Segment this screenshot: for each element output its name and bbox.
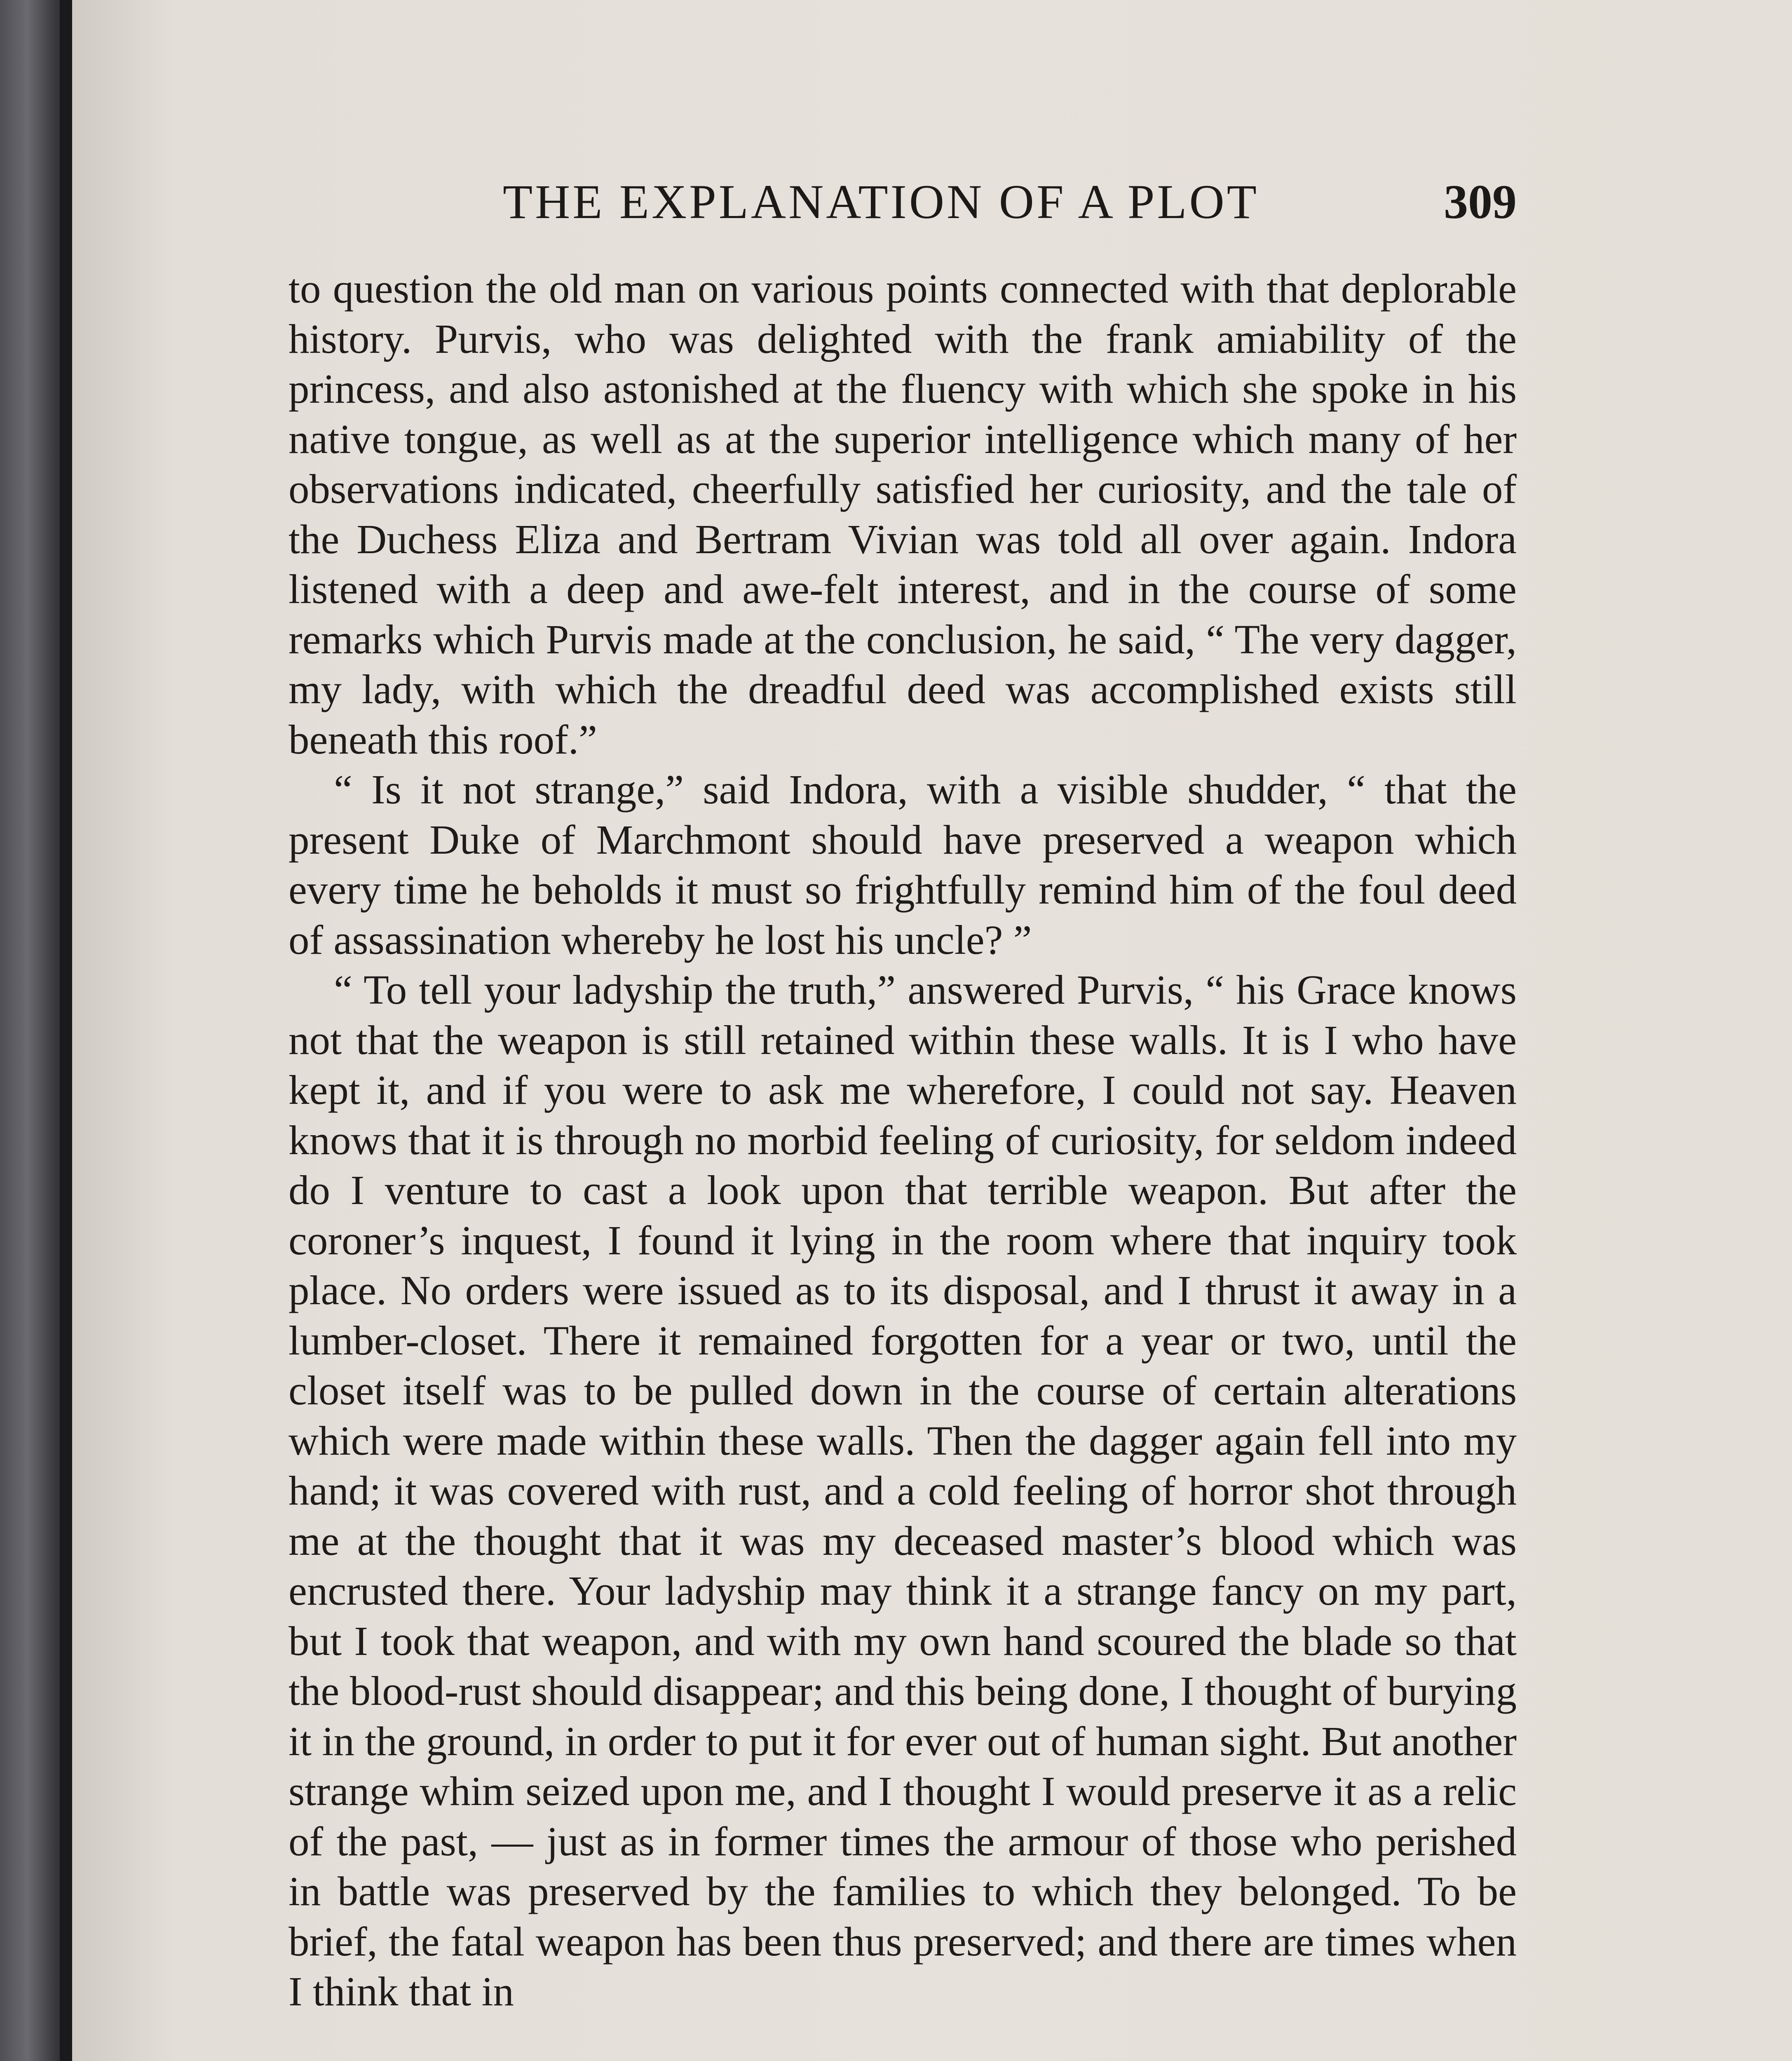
spine-edge xyxy=(60,0,72,2061)
book-spine xyxy=(0,0,68,2061)
paragraph-3: “ To tell your ladyship the truth,” answered Purvis, “ his Grace knows not that the weapon is still retained within these walls. It is I who have kept it, and if you were to ask me wherefore, I could not say. Heaven knows that it is through no morbid feeling of curiosity, for seldom indeed do I venture to cast a look upon that terrible weapon. But after the coroner’s inquest, I found it lying in the room where that inquiry took place. No orders were issued as to its disposal, and I thrust it away in a lumber-closet. There it remained forgotten for a year or two, until the closet itself was to be pulled down in the course of certain alterations which were made within these walls. Then the dagger again fell into my hand; it was covered with rust, and a cold feeling of horror shot through me at the thought that it was my deceased master’s blood which was encrusted there. Your ladyship may think it a strange fancy on my part, but I took that weapon, and with my own hand scoured the blade so that the blood-rust should disappear; and this being done, I thought of burying it in the ground, in order to put it for ever out of human sight. But another strange whim seized upon me, and I thought I would preserve it as a relic of the past, — just as in former times the armour of those who perished in battle was preserved by the families to which they belonged. To be brief, the fatal weapon has been thus preserved; and there are times when I think that in xyxy=(289,967,1517,2014)
page-number: 309 xyxy=(1444,175,1517,229)
running-header xyxy=(503,169,1517,235)
paragraph-1: to question the old man on various points connected with that deplorable history. Purvis, who was delighted with the frank amiability of the princess, and also astonished at the fluency with which she spoke in his native tongue, as well as at the superior intelligence which many of her observations indicated, cheerfully satisfied her curiosity, and the tale of the Duchess Eliza and Bertram Vivian was told all over again. Indora listened with a deep and awe-felt interest, and in the course of some remarks which Purvis made at the conclusion, he said, “ The very dagger, my lady, with which the dreadful deed was accomplished exists still beneath this roof.” xyxy=(289,265,1517,763)
page-body xyxy=(289,264,1517,2017)
chapter-title: THE EXPLANATION OF A PLOT xyxy=(503,175,1259,229)
paragraph-2: “ Is it not strange,” said Indora, with a visible shudder, “ that the present Duke of Marchmont should have preserved a weapon which every time he beholds it must so frightfully remind him of the foul deed of assassination whereby he lost his uncle? ” xyxy=(289,766,1517,963)
